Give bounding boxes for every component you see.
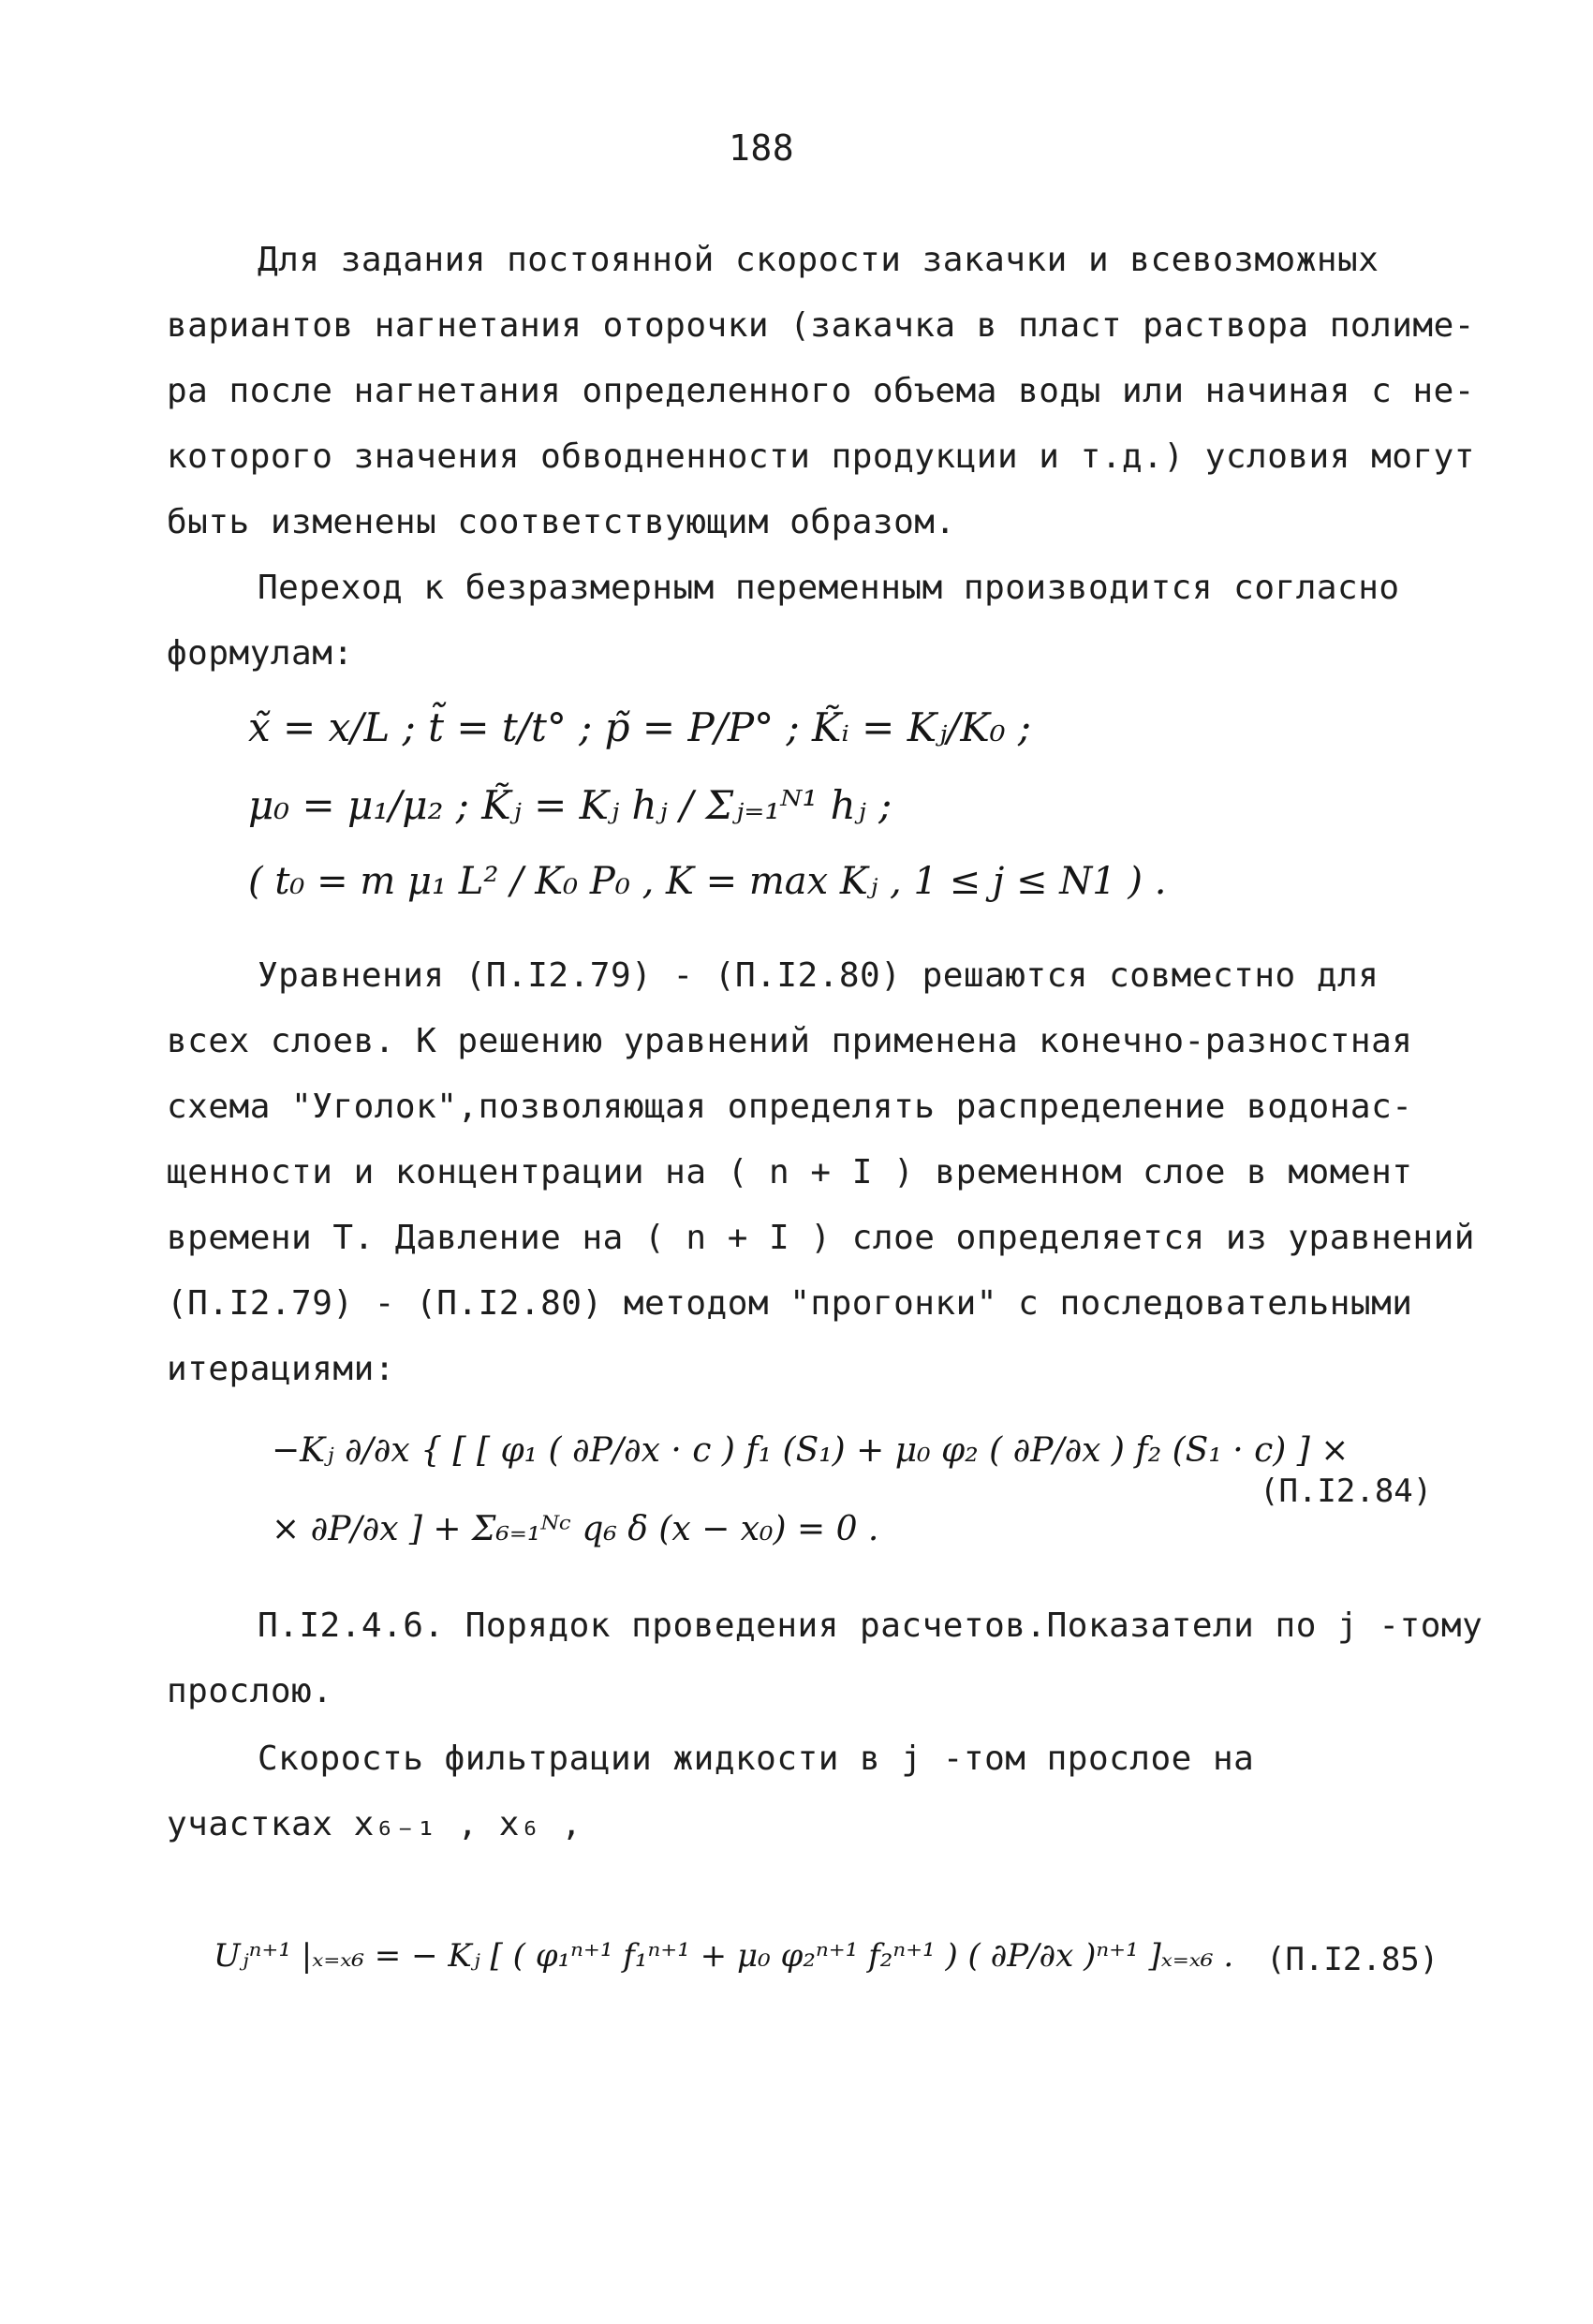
section-heading-line: П.I2.4.6. Порядок проведения расчетов.Показатели по j -тому (258, 1606, 1483, 1645)
formula-line: x̃ = x/L ; t̃ = t/t° ; p̃ = P/P° ; K̃ᵢ = Kⱼ/K₀ ; (248, 704, 1032, 750)
text-line: Для задания постоянной скорости закачки и всевозможных (258, 241, 1379, 279)
text-line: которого значения обводненности продукции и т.д.) условия могут (167, 437, 1475, 476)
text-line: формулам: (167, 634, 354, 673)
text-line: вариантов нагнетания оторочки (закачка в пласт раствора полиме- (167, 306, 1475, 345)
equation-85-formula: Uⱼⁿ⁺¹ |ₓ₌ₓ₆ = − Kⱼ [ ( φ₁ⁿ⁺¹ f₁ⁿ⁺¹ + μ₀ φ₂ⁿ⁺¹ f₂ⁿ⁺¹ ) ( ∂P/∂x )ⁿ⁺¹ ]ₓ₌ₓ₆ . (214, 1937, 1234, 1975)
text-line: ра после нагнетания определенного объема воды или начиная с не- (167, 372, 1475, 410)
text-line: Переход к безразмерным переменным производится согласно (258, 569, 1400, 607)
formula-line: μ₀ = μ₁/μ₂ ; K̃ⱼ = Kⱼ hⱼ / Σⱼ₌₁ᴺ¹ hⱼ ; (248, 782, 892, 828)
text-line: быть изменены соответствующим образом. (167, 503, 956, 541)
equation-84-line-2: × ∂P/∂x ] + Σ₆₌₁ᴺᶜ q₆ δ (x − x₀) = 0 . (272, 1510, 879, 1548)
equation-84-number: (П.I2.84) (1260, 1473, 1433, 1510)
text-line: (П.I2.79) - (П.I2.80) методом "прогонки" с последовательными (167, 1284, 1413, 1323)
text-line: всех слоев. К решению уравнений применена конечно-разностная (167, 1022, 1413, 1060)
text-line: времени T. Давление на ( n + I ) слое определяется из уравнений (167, 1219, 1475, 1257)
equation-85-number: (П.I2.85) (1266, 1941, 1439, 1978)
page-number: 188 (729, 127, 795, 169)
equation-84-line-1: −Kⱼ ∂/∂x { [ [ φ₁ ( ∂P/∂x · c ) f₁ (S₁) + μ₀ φ₂ ( ∂P/∂x ) f₂ (S₁ · c) ] × (272, 1431, 1350, 1470)
section-heading-continuation: прослою. (167, 1672, 333, 1710)
text-line: щенности и концентрации на ( n + I ) временном слое в момент (167, 1153, 1413, 1192)
text-line: Уравнения (П.I2.79) - (П.I2.80) решаются совместно для (258, 956, 1379, 995)
text-line: схема "Уголок",позволяющая определять распределение водонас- (167, 1088, 1413, 1126)
formula-line: ( t₀ = m μ₁ L² / K₀ P₀ , K = max Kⱼ , 1 ≤ j ≤ N1 ) . (248, 860, 1167, 903)
text-line: участках x₆₋₁ , x₆ , (167, 1805, 583, 1843)
text-line: Скорость фильтрации жидкости в j -том прослое на (258, 1739, 1255, 1778)
text-line: итерациями: (167, 1350, 395, 1388)
